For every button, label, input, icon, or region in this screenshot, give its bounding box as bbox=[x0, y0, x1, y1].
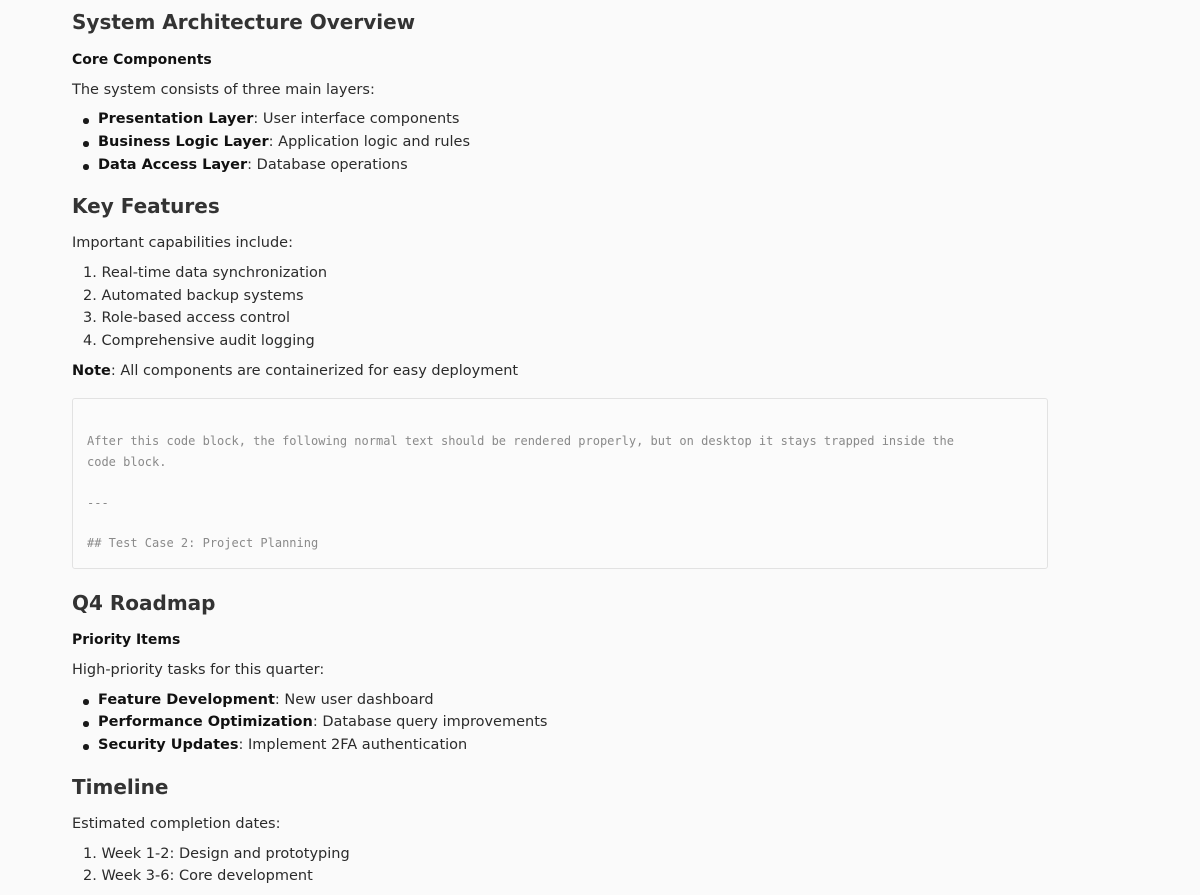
list-item-desc: : New user dashboard bbox=[274, 692, 434, 708]
list-item bbox=[98, 157, 408, 173]
list-item bbox=[98, 692, 434, 708]
list-item-term: Feature Development bbox=[98, 692, 275, 708]
list-item-desc: : Database operations bbox=[247, 157, 408, 173]
list-item: 2. Automated backup systems bbox=[83, 288, 304, 304]
key-features-heading: Key Features bbox=[72, 194, 220, 218]
list-item: 1. Week 1-2: Design and prototyping bbox=[83, 846, 350, 862]
note-text: : All components are containerized for easy deployment bbox=[110, 363, 519, 379]
layers-intro: The system consists of three main layers: bbox=[72, 82, 375, 98]
code-line: --- bbox=[87, 496, 109, 510]
list-item: 4. Comprehensive audit logging bbox=[83, 333, 315, 349]
priority-items-heading: Priority Items bbox=[72, 632, 181, 648]
list-item bbox=[98, 737, 467, 753]
list-item-desc: : Database query improvements bbox=[312, 714, 548, 730]
list-item-term: Security Updates bbox=[98, 737, 239, 753]
note-label: Note bbox=[72, 363, 111, 379]
priority-intro: High-priority tasks for this quarter: bbox=[72, 662, 325, 678]
list-item: 3. Role-based access control bbox=[83, 310, 291, 326]
list-item bbox=[98, 134, 470, 150]
list-item-desc: : Application logic and rules bbox=[268, 134, 471, 150]
list-item-term: Performance Optimization bbox=[98, 714, 313, 730]
code-line: ## Test Case 2: Project Planning bbox=[87, 536, 319, 550]
page-title: System Architecture Overview bbox=[72, 10, 416, 34]
timeline-intro: Estimated completion dates: bbox=[72, 816, 281, 832]
list-item bbox=[98, 714, 547, 730]
list-item: 2. Week 3-6: Core development bbox=[83, 868, 313, 884]
features-intro: Important capabilities include: bbox=[72, 235, 293, 251]
list-item-term: Presentation Layer bbox=[98, 111, 254, 127]
core-components-heading: Core Components bbox=[72, 52, 212, 68]
list-item-term: Business Logic Layer bbox=[98, 134, 269, 150]
note-paragraph bbox=[72, 363, 518, 379]
timeline-heading: Timeline bbox=[72, 775, 169, 799]
list-item-desc: : User interface components bbox=[253, 111, 460, 127]
list-item: 1. Real-time data synchronization bbox=[83, 265, 328, 281]
code-line: After this code block, the following normal text should be rendered properly, but on desktop it stays trapped inside the bbox=[87, 434, 954, 448]
list-item-term: Data Access Layer bbox=[98, 157, 248, 173]
roadmap-heading: Q4 Roadmap bbox=[72, 591, 216, 615]
list-item-desc: : Implement 2FA authentication bbox=[238, 737, 468, 753]
code-line: code block. bbox=[87, 455, 167, 469]
list-item bbox=[98, 111, 459, 127]
code-block bbox=[72, 398, 1048, 569]
